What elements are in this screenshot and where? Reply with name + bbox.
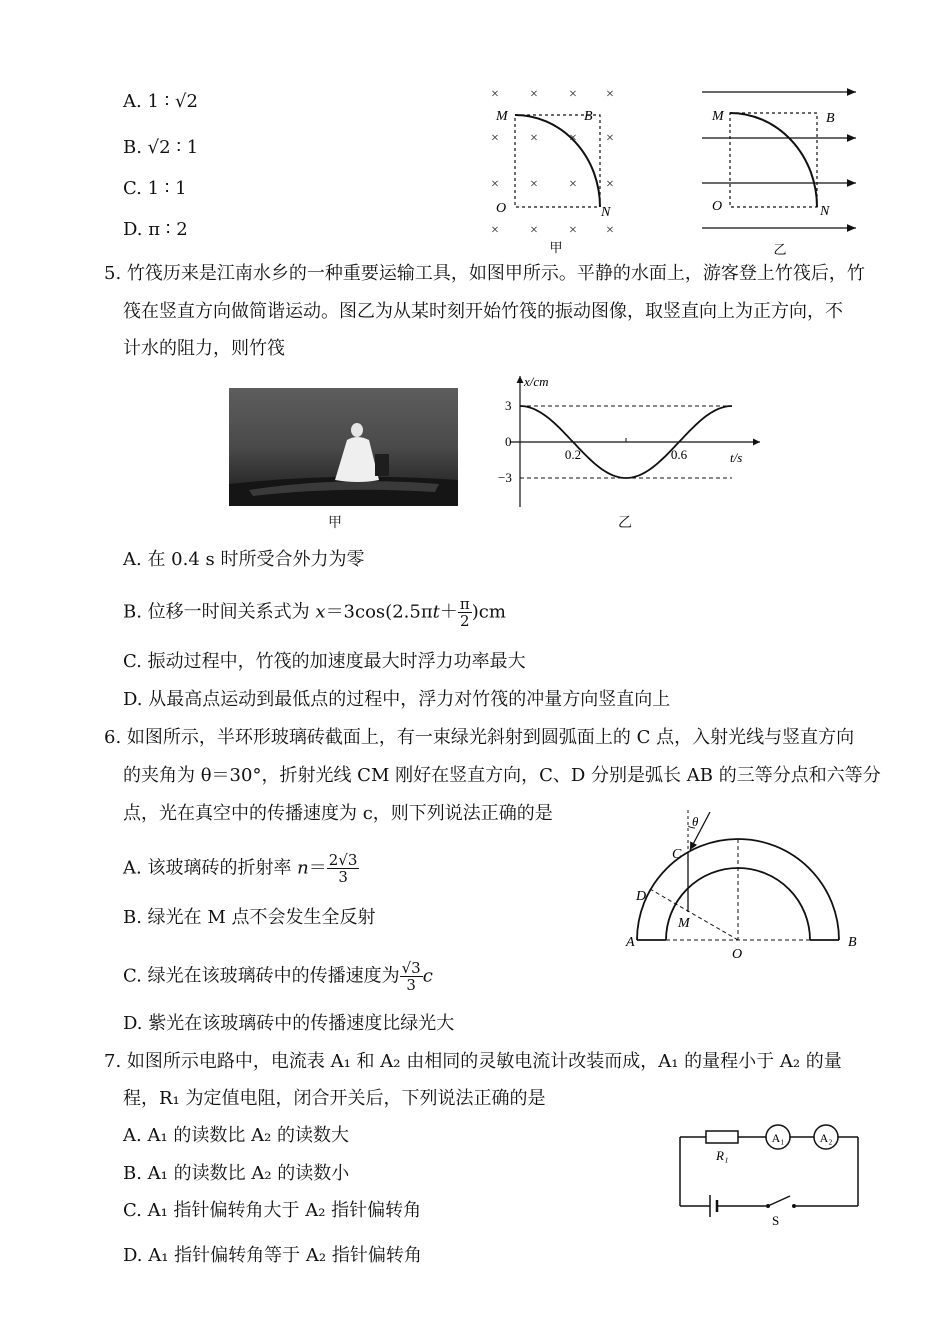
label-S: S — [772, 1213, 780, 1228]
q6-glass-figure — [620, 800, 870, 965]
q7-stem-line2: 程，R₁ 为定值电阻，闭合开关后，下列说法正确的是 — [123, 1088, 546, 1109]
svg-text:×: × — [569, 177, 577, 192]
q4-figure-yi — [700, 80, 862, 260]
y-tick-0: 0 — [505, 434, 512, 449]
q5-option-d: D. 从最高点运动到最低点的过程中，浮力对竹筏的冲量方向竖直向上 — [123, 689, 671, 710]
svg-text:×: × — [491, 131, 499, 146]
q6-stem-line3: 点，光在真空中的传播速度为 c，则下列说法正确的是 — [123, 803, 553, 824]
q5-vibration-chart — [480, 372, 770, 512]
q7-circuit-figure — [670, 1120, 870, 1230]
svg-text:×: × — [530, 87, 538, 102]
q5-caption-jia: 甲 — [328, 516, 342, 531]
magnetic-field-crosses — [491, 87, 614, 238]
label-C: C — [672, 847, 682, 862]
q4-option-d: D. π ∶ 2 — [123, 219, 188, 240]
svg-text:×: × — [569, 87, 577, 102]
label-N: N — [820, 204, 830, 219]
label-B: B — [848, 935, 857, 950]
radius-OD-dashed — [650, 889, 738, 940]
q6-option-d: D. 紫光在该玻璃砖中的传播速度比绿光大 — [123, 1013, 455, 1034]
svg-text:×: × — [530, 131, 538, 146]
q6-option-a: A. 该玻璃砖的折射率 n＝ $\frac{2√3}{3}$ — [123, 851, 358, 886]
q4-option-c: C. 1 ∶ 1 — [123, 178, 187, 199]
q5-stem-line3: 计水的阻力，则竹筏 — [123, 338, 285, 359]
bamboo-raft-photo — [229, 388, 458, 506]
q6-option-b: B. 绿光在 M 点不会发生全反射 — [123, 907, 376, 928]
q7-option-b: B. A₁ 的读数比 A₂ 的读数小 — [123, 1163, 350, 1184]
q4-option-a: A. 1 ∶ √2 — [123, 91, 198, 112]
svg-text:×: × — [606, 223, 614, 238]
quarter-arc-conductor — [730, 113, 817, 207]
q7-option-d: D. A₁ 指针偏转角等于 A₂ 指针偏转角 — [123, 1245, 422, 1266]
label-O: O — [712, 199, 723, 214]
q6-stem-line1: 6. 如图所示，半环形玻璃砖截面上，有一束绿光斜射到圆弧面上的 C 点，入射光线与竖直方向 — [104, 727, 855, 748]
label-R1: R₁ — [716, 1148, 729, 1163]
label-O: O — [732, 947, 743, 962]
svg-text:×: × — [606, 87, 614, 102]
svg-text:×: × — [530, 223, 538, 238]
svg-text:×: × — [569, 131, 577, 146]
q5-caption-yi: 乙 — [618, 516, 632, 531]
svg-text:×: × — [606, 131, 614, 146]
label-A1: A₁ — [771, 1131, 785, 1145]
q5-stem-line1: 5. 竹筏历来是江南水乡的一种重要运输工具，如图甲所示。平静的水面上，游客登上竹筏后，竹 — [104, 263, 865, 284]
y-tick-neg3: −3 — [498, 470, 512, 485]
q4-figure-jia — [480, 80, 630, 260]
svg-text:×: × — [569, 223, 577, 238]
q7-option-c: C. A₁ 指针偏转角大于 A₂ 指针偏转角 — [123, 1200, 422, 1221]
q5-option-c: C. 振动过程中，竹筏的加速度最大时浮力功率最大 — [123, 651, 526, 672]
y-axis-label: x/cm — [524, 374, 549, 389]
q4-option-b: B. √2 ∶ 1 — [123, 137, 199, 158]
svg-text:×: × — [491, 223, 499, 238]
quarter-arc-conductor — [515, 115, 600, 207]
label-B: B — [584, 109, 593, 124]
label-D: D — [636, 889, 647, 904]
q7-option-a: A. A₁ 的读数比 A₂ 的读数大 — [123, 1125, 350, 1146]
svg-text:×: × — [491, 87, 499, 102]
label-A: A — [626, 935, 635, 950]
q6-option-c: C. 绿光在该玻璃砖中的传播速度为 $\frac{√3}{3}$ c — [123, 959, 433, 994]
x-axis-label: t/s — [730, 450, 743, 465]
label-O: O — [496, 201, 507, 216]
label-B: B — [826, 111, 835, 126]
switch-S — [768, 1196, 790, 1206]
label-M: M — [678, 916, 690, 931]
label-M: M — [712, 109, 724, 124]
svg-text:×: × — [491, 177, 499, 192]
svg-text:×: × — [606, 177, 614, 192]
svg-text:×: × — [530, 177, 538, 192]
label-theta: θ — [692, 814, 699, 829]
dashed-frame — [515, 115, 600, 207]
y-tick-3: 3 — [505, 398, 512, 413]
q5-option-b: B. 位移一时间关系式为 x＝3cos(2.5πt＋ $\frac{\pi}{2}$ )cm — [123, 595, 506, 630]
caption-yi: 乙 — [773, 242, 787, 257]
dashed-frame — [730, 113, 817, 207]
q7-stem-line1: 7. 如图所示电路中，电流表 A₁ 和 A₂ 由相同的灵敏电流计改装而成，A₁ 的量程小于 A₂ 的量 — [104, 1051, 842, 1072]
x-tick-0.6: 0.6 — [670, 447, 688, 462]
q5-option-a: A. 在 0.4 s 时所受合外力为零 — [123, 549, 365, 570]
q6-stem-line2: 的夹角为 θ＝30°，折射光线 CM 刚好在竖直方向，C、D 分别是弧长 AB 的三等分点和六等分 — [123, 765, 881, 786]
label-M: M — [496, 109, 508, 124]
caption-jia: 甲 — [549, 240, 563, 255]
resistor-R1 — [706, 1131, 738, 1143]
label-N: N — [601, 205, 611, 220]
q5-stem-line2: 筏在竖直方向做简谐运动。图乙为从某时刻开始竹筏的振动图像，取竖直向上为正方向，不 — [123, 301, 843, 322]
label-A2: A₂ — [819, 1131, 833, 1145]
x-tick-0.2: 0.2 — [564, 447, 582, 462]
